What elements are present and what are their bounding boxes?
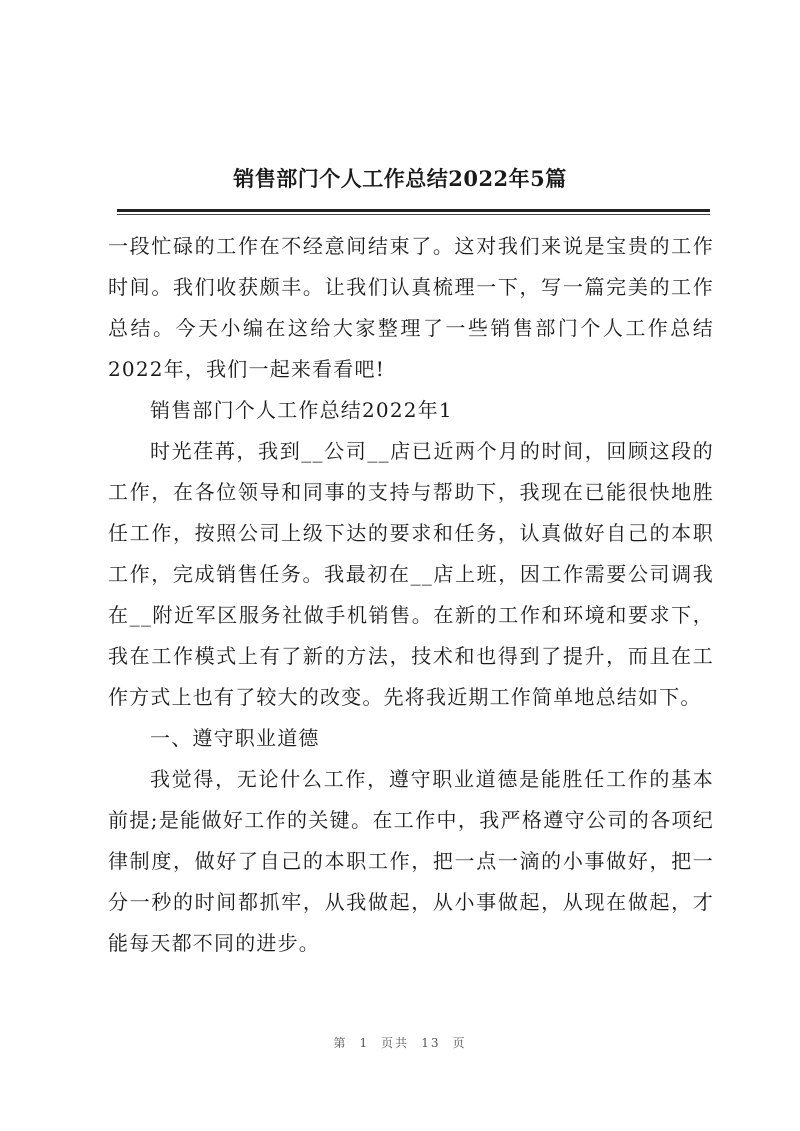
document-title: 销售部门个人工作总结2022年5篇 [233, 166, 567, 191]
footer-prefix: 第 [333, 1036, 348, 1050]
title-divider-thick [117, 209, 710, 212]
document-body [108, 226, 714, 964]
subsection-heading: 一、遵守职业道德 [150, 726, 320, 750]
footer-total-pages: 13 [421, 1036, 441, 1050]
body-paragraph: 我觉得，无论什么工作，遵守职业道德是能胜任工作的基本前提;是能做好工作的关键。在工作中，我严格遵守公司的各项纪律制度，做好了自己的本职工作，把一点一滴的小事做好，把一分一秒的时间都抓牢，从我做起，从小事做起，从现在做起，才能每天都不同的进步。 [108, 767, 714, 955]
footer-page-number: 1 [359, 1036, 370, 1050]
title-divider-thin [117, 214, 710, 215]
footer-middle: 页共 [381, 1036, 410, 1050]
body-paragraph: 时光荏苒，我到__公司__店已近两个月的时间，回顾这段的工作，在各位领导和同事的支持与帮助下，我现在已能很快地胜任工作，按照公司上级下达的要求和任务，认真做好自己的本职工作，完成销售任务。我最初在__店上班，因工作需要公司调我在__附近军区服务社做手机销售。在新的工作和环境和要求下，我在工作模式上有了新的方法，技术和也得到了提升，而且在工作方式上也有了较大的改变。先将我近期工作简单地总结如下。 [108, 439, 714, 709]
intro-paragraph: 一段忙碌的工作在不经意间结束了。这对我们来说是宝贵的工作时间。我们收获颇丰。让我们认真梳理一下，写一篇完美的工作总结。今天小编在这给大家整理了一些销售部门个人工作总结2022年，我们一起来看看吧! [108, 234, 714, 381]
section-heading: 销售部门个人工作总结2022年1 [150, 398, 453, 422]
footer-suffix: 页 [452, 1036, 467, 1050]
page-footer [0, 1034, 800, 1051]
